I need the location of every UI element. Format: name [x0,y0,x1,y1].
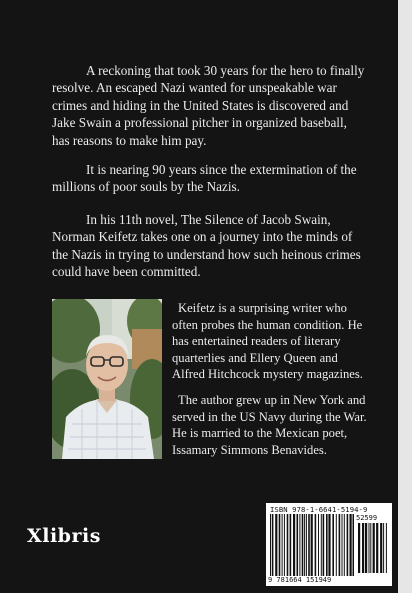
author-photo-image [52,299,162,459]
addon-barcode-bars [358,523,388,573]
publisher-logo: Xlibris [27,525,101,547]
author-bio-1: Keifetz is a surprising writer who often probes the human condition. He has entertained readers of literary quarterlies and Ellery Queen and Alfred Hitchcock mystery magazines. [172,301,363,382]
ean-digits: 9 781664 151949 [268,576,332,584]
spine-edge [398,0,412,593]
blurb-paragraph-2: It is nearing 90 years since the extermination of the millions of poor souls by the Nazis. [52,162,357,195]
blurb-paragraph-3: In his 11th novel, The Silence of Jacob Swain, Norman Keifetz takes one on a journey into the minds of the Nazis in trying to understand how such heinous crimes could have been committed. [52,212,361,280]
price-code: 52599 [356,514,378,522]
ean-barcode-bars [270,514,354,576]
isbn-label: ISBN 978-1-6641-5194-9 [270,505,368,514]
blurb-paragraph-1: A reckoning that took 30 years for the hero to finally resolve. An escaped Nazi wanted for unspeakable war crimes and hiding in the United States is discovered and Jake Swain a professional pitcher in organized baseball, has reasons to make him pay. [52,63,365,148]
isbn-barcode [266,503,392,586]
author-photo [52,299,162,459]
author-bio-2: The author grew up in New York and served in the US Navy during the War. He is married to the Mexican poet, Issamary Simmons Benavides. [172,393,367,457]
